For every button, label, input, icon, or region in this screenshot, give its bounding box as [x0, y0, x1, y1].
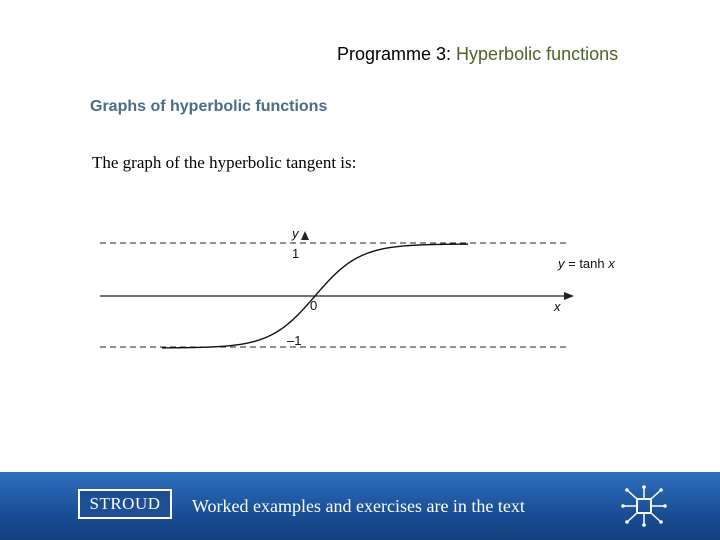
programme-label: Programme 3: — [337, 44, 457, 64]
y-axis-label: y — [292, 226, 299, 241]
origin-label: 0 — [310, 298, 318, 313]
intro-text: The graph of the hyperbolic tangent is: — [92, 153, 357, 172]
footer-text: Worked examples and exercises are in the text — [192, 496, 525, 516]
navigation-icon[interactable] — [618, 484, 670, 528]
curve-label: y = tanh x — [558, 256, 615, 271]
footer-bar — [0, 472, 720, 540]
programme-title: Hyperbolic functions — [456, 44, 619, 64]
page-title — [337, 44, 618, 65]
stroud-logo: STROUD — [78, 489, 172, 519]
y-axis-arrow — [301, 231, 309, 240]
x-axis-arrow — [564, 292, 574, 300]
lower-asymptote-label: –1 — [287, 333, 302, 348]
upper-asymptote-label: 1 — [292, 246, 300, 261]
section-heading: Graphs of hyperbolic functions — [90, 98, 328, 115]
x-axis-label: x — [554, 299, 561, 314]
tanh-graph — [90, 210, 650, 360]
